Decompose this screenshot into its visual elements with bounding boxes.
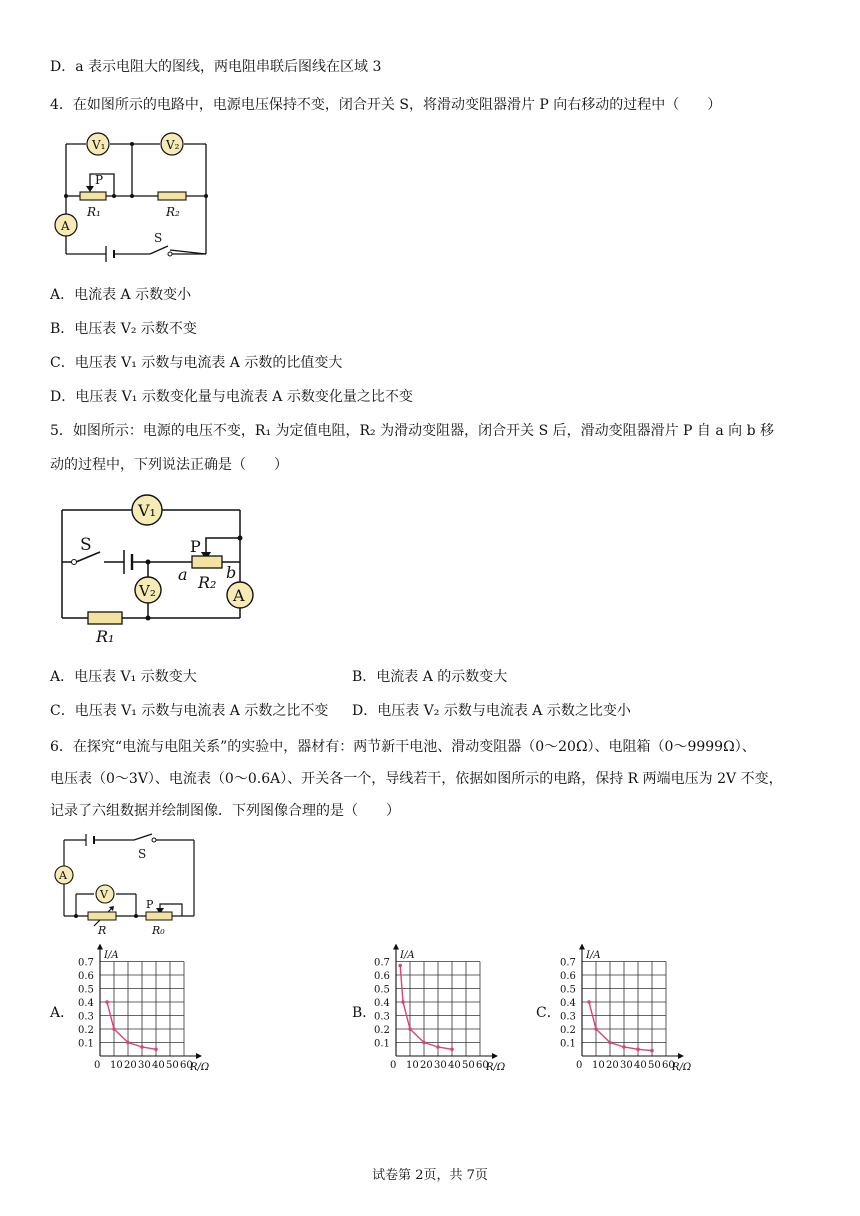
x-tick-label: 20 (420, 1060, 433, 1071)
q6-stem-line3: 记录了六组数据并绘制图像．下列图像合理的是（ ） (50, 803, 400, 819)
label-p: P (146, 898, 154, 911)
graph-option-a (72, 944, 222, 1074)
q4-option-c: C．电压表 V₁ 示数与电流表 A 示数的比值变大 (50, 355, 343, 371)
x-tick-label: 60 (662, 1060, 675, 1071)
label-a-point: a (178, 565, 188, 584)
y-tick-label: 0.2 (78, 1025, 94, 1036)
q5-option-c: C．电压表 V₁ 示数与电流表 A 示数之比不变 (50, 703, 329, 719)
resistance-box-icon (88, 912, 116, 920)
y-tick-label: 0.5 (560, 984, 576, 996)
data-point (154, 1048, 158, 1052)
y-tick-label: 0.6 (560, 971, 576, 982)
label-r2: R₂ (166, 205, 180, 219)
y-tick-label: 0.1 (560, 1038, 576, 1050)
label-p: P (190, 537, 201, 556)
x-tick-label: 40 (634, 1060, 647, 1071)
y-axis-label: I/A (400, 950, 415, 961)
y-tick-label: 0.4 (374, 998, 390, 1009)
y-tick-label: 0.2 (374, 1025, 390, 1036)
q6-stem-line1: 6．在探究“电流与电阻关系”的实验中，器材有：两节新干电池、滑动变阻器（0～20Ω）、电阻箱（0～9999Ω）、 (50, 739, 756, 755)
label-r: R (98, 924, 107, 937)
data-point (636, 1048, 640, 1052)
x-axis-label: R/Ω (672, 1062, 692, 1073)
x-tick-label: 10 (592, 1060, 605, 1071)
q5-stem-line2: 动的过程中，下列说法正确是（ ） (50, 457, 288, 473)
y-tick-label: 0.3 (78, 1011, 94, 1023)
data-point (422, 1041, 426, 1045)
q4-option-d: D．电压表 V₁ 示数变化量与电流表 A 示数变化量之比不变 (50, 389, 413, 405)
y-tick-label: 0.4 (560, 998, 576, 1009)
data-point (408, 1027, 412, 1031)
data-point (608, 1041, 612, 1045)
label-ammeter: A (233, 586, 245, 605)
x-tick-label: 50 (648, 1060, 661, 1071)
x-tick-label: 50 (462, 1060, 475, 1071)
page-footer: 试卷第 2页，共 7页 (372, 1168, 488, 1183)
x-tick-label: 60 (476, 1060, 489, 1071)
resistor-r2-icon (192, 556, 222, 568)
x-axis-arrow (678, 1053, 684, 1059)
x-tick-label: 40 (152, 1060, 165, 1071)
y-tick-label: 0.6 (78, 971, 94, 982)
q5-stem-line1: 5．如图所示：电源的电压不变，R₁ 为定值电阻，R₂ 为滑动变阻器，闭合开关 S 后，滑动变阻器滑片 P 自 a 向 b 移 (50, 423, 775, 439)
data-point (105, 1000, 109, 1004)
y-axis-arrow (97, 944, 103, 950)
label-r2: R₂ (198, 573, 217, 592)
graph-option-c (554, 944, 704, 1074)
x-axis-label: R/Ω (486, 1062, 506, 1073)
data-point (401, 1000, 405, 1004)
data-point (450, 1048, 454, 1052)
data-point (112, 1027, 116, 1031)
label-v2: V₂ (166, 138, 180, 152)
data-point (587, 1000, 591, 1004)
label-r1: R₁ (96, 627, 115, 646)
data-point (436, 1045, 440, 1049)
x-axis-arrow (196, 1053, 202, 1059)
x-tick-label: 40 (448, 1060, 461, 1071)
q5-option-a: A．电压表 V₁ 示数变大 (50, 669, 197, 685)
y-tick-label: 0.7 (374, 957, 390, 969)
label-v1: V₁ (138, 501, 156, 520)
label-a: A (59, 869, 67, 882)
y-tick-label: 0.4 (78, 998, 94, 1009)
label-v1: V₁ (92, 138, 106, 152)
resistor-r1-icon (88, 612, 122, 624)
x-tick-label: 0 (390, 1060, 397, 1071)
y-tick-label: 0.1 (78, 1038, 94, 1050)
resistor-r2-icon (158, 192, 186, 200)
label-v: V (100, 888, 108, 901)
y-tick-label: 0.5 (374, 984, 390, 996)
data-point (650, 1049, 654, 1053)
x-tick-label: 60 (180, 1060, 193, 1071)
label-s: S (154, 231, 163, 245)
circuit-q4-diagram (50, 126, 220, 264)
label-s: S (80, 535, 92, 555)
circuit-q5-diagram (50, 490, 270, 650)
q4-option-b: B．电压表 V₂ 示数不变 (50, 321, 197, 337)
label-a: A (61, 219, 70, 233)
x-axis-label: R/Ω (190, 1062, 210, 1073)
label-p: P (95, 173, 104, 187)
data-point (126, 1041, 130, 1045)
label-r1: R₁ (87, 205, 101, 219)
graph-option-b (368, 944, 518, 1074)
data-point (594, 1027, 598, 1031)
x-tick-label: 0 (576, 1060, 583, 1071)
y-axis-arrow (579, 944, 585, 950)
label-s: S (138, 847, 147, 861)
x-axis-arrow (492, 1053, 498, 1059)
q5-option-b: B．电流表 A 的示数变大 (352, 669, 508, 685)
y-tick-label: 0.7 (78, 957, 94, 969)
label-v2: V₂ (139, 582, 156, 600)
x-tick-label: 50 (166, 1060, 179, 1071)
data-point (398, 964, 402, 968)
graph-option-c-label: C． (536, 1005, 561, 1021)
y-axis-arrow (393, 944, 399, 950)
q5-option-d: D．电压表 V₂ 示数与电流表 A 示数之比变小 (352, 703, 631, 719)
y-tick-label: 0.6 (374, 971, 390, 982)
y-tick-label: 0.1 (374, 1038, 390, 1050)
y-tick-label: 0.7 (560, 957, 576, 969)
x-tick-label: 10 (406, 1060, 419, 1071)
resistor-r1-icon (80, 192, 106, 200)
q3-option-d: D．a 表示电阻大的图线，两电阻串联后图线在区域 3 (50, 59, 382, 75)
x-tick-label: 10 (110, 1060, 123, 1071)
series-curve (589, 1002, 652, 1051)
x-tick-label: 30 (138, 1060, 151, 1071)
data-point (622, 1045, 626, 1049)
y-tick-label: 0.2 (560, 1025, 576, 1036)
x-tick-label: 30 (620, 1060, 633, 1071)
y-tick-label: 0.5 (78, 984, 94, 996)
label-r0: R₀ (152, 924, 165, 937)
x-tick-label: 30 (434, 1060, 447, 1071)
y-axis-label: I/A (586, 950, 601, 961)
q4-stem: 4．在如图所示的电路中，电源电压保持不变，闭合开关 S，将滑动变阻器滑片 P 向右移动的过程中（ ） (50, 97, 722, 113)
circuit-q6-diagram (50, 830, 200, 940)
x-tick-label: 20 (606, 1060, 619, 1071)
x-tick-label: 0 (94, 1060, 101, 1071)
y-axis-label: I/A (104, 950, 119, 961)
label-b-point: b (226, 563, 237, 582)
y-tick-label: 0.3 (560, 1011, 576, 1023)
y-tick-label: 0.3 (374, 1011, 390, 1023)
q4-option-a: A．电流表 A 示数变小 (50, 287, 192, 303)
rheostat-icon (146, 912, 172, 920)
q6-stem-line2: 电压表（0～3V）、电流表（0～0.6A）、开关各一个，导线若干，依据如图所示的电路，保持 R 两端电压为 2V 不变， (50, 771, 783, 787)
graph-option-a-label: A． (50, 1005, 75, 1021)
data-point (140, 1045, 144, 1049)
series-curve (400, 966, 452, 1050)
x-tick-label: 20 (124, 1060, 137, 1071)
graph-option-b-label: B． (352, 1005, 377, 1021)
